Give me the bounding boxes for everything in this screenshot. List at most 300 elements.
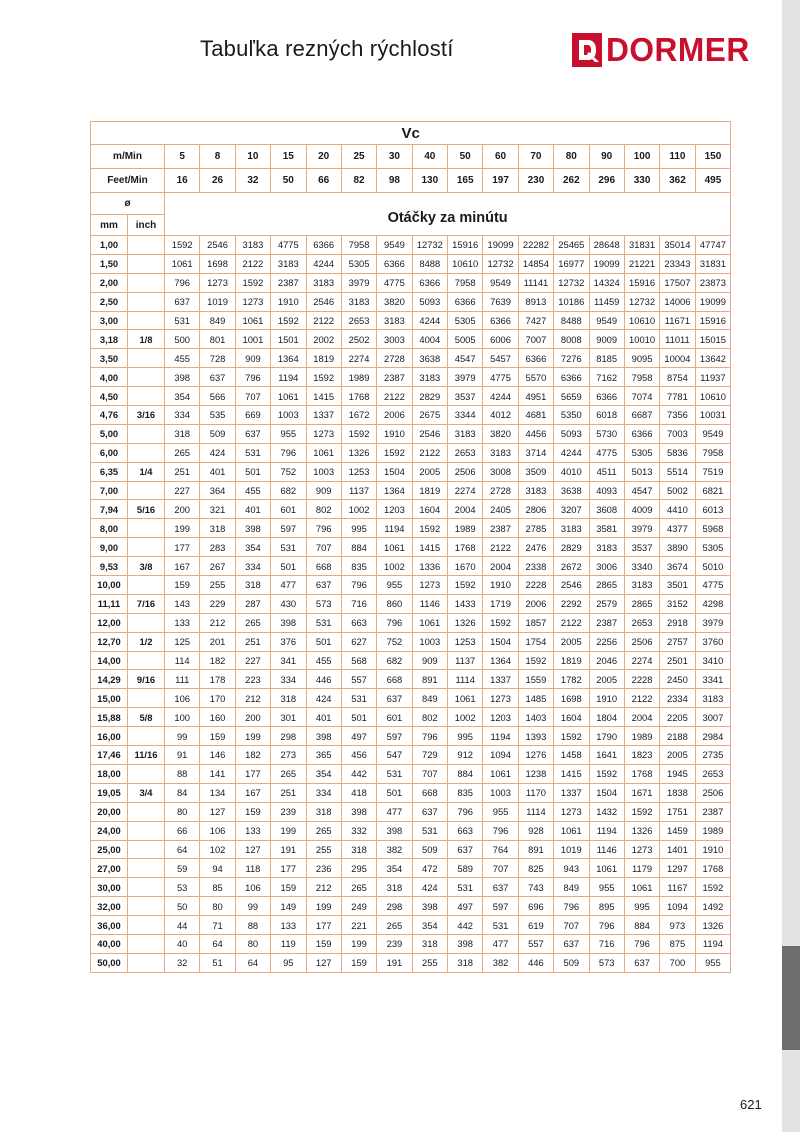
rpm-value: 796 (589, 916, 624, 935)
rpm-value: 177 (235, 764, 270, 783)
rpm-value: 531 (235, 443, 270, 462)
m-min-value: 40 (412, 145, 447, 169)
rpm-value: 501 (306, 632, 341, 651)
rpm-value: 2006 (377, 406, 412, 425)
rpm-value: 4511 (589, 462, 624, 481)
rpm-value: 1273 (554, 802, 589, 821)
rpm-value: 398 (341, 802, 376, 821)
rpm-value: 199 (165, 519, 200, 538)
rpm-value: 1179 (624, 859, 659, 878)
table-row (91, 897, 731, 916)
rpm-value: 668 (377, 670, 412, 689)
rpm-value: 7007 (518, 330, 553, 349)
rpm-value: 796 (483, 821, 518, 840)
rpm-value: 1393 (518, 727, 553, 746)
rpm-value: 1804 (589, 708, 624, 727)
diameter-mm: 8,00 (91, 519, 128, 538)
rpm-value: 589 (448, 859, 483, 878)
diameter-mm: 36,00 (91, 916, 128, 935)
rpm-value: 1592 (448, 576, 483, 595)
rpm-value: 265 (235, 613, 270, 632)
table-row (91, 727, 731, 746)
rpm-value: 3537 (448, 387, 483, 406)
rpm-value: 5659 (554, 387, 589, 406)
rpm-value: 159 (165, 576, 200, 595)
rpm-value: 4547 (448, 349, 483, 368)
rpm-value: 860 (377, 594, 412, 613)
rpm-value: 200 (235, 708, 270, 727)
feet-min-value: 330 (624, 169, 659, 193)
rpm-value: 1592 (377, 443, 412, 462)
rpm-value: 1137 (448, 651, 483, 670)
rpm-value: 2501 (660, 651, 695, 670)
diameter-inch (128, 764, 165, 783)
rpm-value: 382 (377, 840, 412, 859)
rpm-value: 167 (165, 557, 200, 576)
rpm-value: 8754 (660, 368, 695, 387)
diameter-mm: 12,00 (91, 613, 128, 632)
rpm-value: 102 (200, 840, 235, 859)
diameter-mm: 19,05 (91, 783, 128, 802)
diameter-inch (128, 878, 165, 897)
rpm-value: 3820 (377, 292, 412, 311)
rpm-value: 430 (271, 594, 306, 613)
rpm-value: 5010 (695, 557, 731, 576)
rpm-value: 1415 (306, 387, 341, 406)
rpm-value: 2387 (589, 613, 624, 632)
m-min-value: 100 (624, 145, 659, 169)
rpm-value: 64 (200, 934, 235, 953)
rpm-value: 1297 (660, 859, 695, 878)
rpm-value: 127 (235, 840, 270, 859)
rpm-value: 6018 (589, 406, 624, 425)
table-row (91, 802, 731, 821)
rpm-value: 716 (589, 934, 624, 953)
rpm-value: 182 (235, 746, 270, 765)
rpm-value: 3003 (377, 330, 412, 349)
rpm-value: 2228 (518, 576, 553, 595)
mm-column-header: mm (91, 215, 128, 236)
page-title: Tabuľka rezných rýchlostí (200, 36, 454, 61)
rpm-value: 341 (271, 651, 306, 670)
rpm-value: 106 (235, 878, 270, 897)
table-row (91, 859, 731, 878)
rpm-value: 796 (554, 897, 589, 916)
rpm-value: 5002 (660, 481, 695, 500)
feet-min-label: Feet/Min (91, 169, 165, 193)
rpm-value: 31831 (695, 254, 731, 273)
rpm-value: 3183 (377, 311, 412, 330)
rpm-value: 884 (341, 538, 376, 557)
rpm-value: 1415 (412, 538, 447, 557)
rpm-value: 637 (377, 689, 412, 708)
rpm-value: 6366 (306, 236, 341, 255)
rpm-value: 398 (165, 368, 200, 387)
rpm-value: 729 (412, 746, 447, 765)
m-min-label: m/Min (91, 145, 165, 169)
rpm-value: 1604 (554, 708, 589, 727)
feet-min-value: 296 (589, 169, 624, 193)
rpm-value: 6366 (483, 311, 518, 330)
feet-min-value: 82 (341, 169, 376, 193)
rpm-value: 91 (165, 746, 200, 765)
rpm-value: 10610 (695, 387, 731, 406)
rpm-value: 1768 (448, 538, 483, 557)
rpm-value: 4775 (377, 273, 412, 292)
rpm-value: 5570 (518, 368, 553, 387)
rpm-value: 95 (271, 953, 306, 972)
diameter-mm: 6,00 (91, 443, 128, 462)
rpm-value: 955 (695, 953, 731, 972)
rpm-value: 177 (165, 538, 200, 557)
rpm-value: 64 (235, 953, 270, 972)
diameter-inch (128, 916, 165, 935)
rpm-value: 5093 (554, 424, 589, 443)
rpm-value: 1019 (554, 840, 589, 859)
rpm-value: 424 (200, 443, 235, 462)
table-row (91, 708, 731, 727)
rpm-value: 8488 (412, 254, 447, 273)
rpm-value: 1061 (377, 538, 412, 557)
diameter-inch: 5/8 (128, 708, 165, 727)
rpm-value: 955 (377, 576, 412, 595)
rpm-value: 509 (200, 424, 235, 443)
rpm-value: 1989 (624, 727, 659, 746)
rpm-value: 573 (589, 953, 624, 972)
rpm-value: 1238 (518, 764, 553, 783)
rpm-value: 334 (235, 557, 270, 576)
rpm-value: 3979 (341, 273, 376, 292)
table-row (91, 292, 731, 311)
rpm-value: 6821 (695, 481, 731, 500)
rpm-value: 2865 (624, 594, 659, 613)
diameter-inch (128, 538, 165, 557)
rpm-value: 1167 (660, 878, 695, 897)
diameter-mm: 40,00 (91, 934, 128, 953)
rpm-value: 10010 (624, 330, 659, 349)
rpm-value: 114 (165, 651, 200, 670)
rpm-value: 884 (624, 916, 659, 935)
rpm-value: 2653 (448, 443, 483, 462)
rpm-value: 2274 (341, 349, 376, 368)
rpm-value: 125 (165, 632, 200, 651)
diameter-mm: 25,00 (91, 840, 128, 859)
rpm-value: 3638 (412, 349, 447, 368)
rpm-value: 601 (377, 708, 412, 727)
rpm-value: 2579 (589, 594, 624, 613)
rpm-value: 2672 (554, 557, 589, 576)
rpm-value: 477 (483, 934, 518, 953)
m-min-value: 25 (341, 145, 376, 169)
rpm-value: 1592 (341, 424, 376, 443)
rpm-value: 4951 (518, 387, 553, 406)
diameter-inch: 11/16 (128, 746, 165, 765)
rpm-value: 637 (306, 576, 341, 595)
rpm-value: 1194 (377, 519, 412, 538)
table-row (91, 651, 731, 670)
rpm-value: 2004 (448, 500, 483, 519)
rpm-value: 1592 (624, 802, 659, 821)
rpm-value: 398 (377, 821, 412, 840)
rpm-value: 1945 (660, 764, 695, 783)
rpm-value: 19099 (483, 236, 518, 255)
rpm-value: 2274 (624, 651, 659, 670)
rpm-value: 2785 (518, 519, 553, 538)
rpm-value: 1253 (341, 462, 376, 481)
rpm-value: 401 (235, 500, 270, 519)
rpm-value: 3344 (448, 406, 483, 425)
table-row (91, 689, 731, 708)
rpm-value: 1754 (518, 632, 553, 651)
rpm-value: 1273 (624, 840, 659, 859)
rpm-value: 159 (306, 934, 341, 953)
rpm-value: 143 (165, 594, 200, 613)
rpm-value: 835 (341, 557, 376, 576)
rpm-value: 4244 (412, 311, 447, 330)
feet-min-value: 230 (518, 169, 553, 193)
rpm-value: 3183 (695, 689, 731, 708)
rpm-value: 3183 (483, 443, 518, 462)
rpm-value: 568 (341, 651, 376, 670)
rpm-value: 501 (235, 462, 270, 481)
rpm-value: 2334 (660, 689, 695, 708)
rpm-value: 255 (306, 840, 341, 859)
rpm-value: 707 (554, 916, 589, 935)
rpm-value: 2865 (589, 576, 624, 595)
vc-header-row (91, 122, 731, 145)
rpm-value: 4004 (412, 330, 447, 349)
table-row (91, 821, 731, 840)
rpm-value: 1194 (483, 727, 518, 746)
rpm-value: 796 (235, 368, 270, 387)
rpm-value: 455 (165, 349, 200, 368)
rpm-value: 442 (341, 764, 376, 783)
rpm-value: 2274 (448, 481, 483, 500)
rpm-value: 424 (306, 689, 341, 708)
rpm-value: 44 (165, 916, 200, 935)
diameter-mm: 18,00 (91, 764, 128, 783)
rpm-value: 3183 (624, 576, 659, 595)
rpm-value: 318 (448, 953, 483, 972)
rpm-value: 535 (200, 406, 235, 425)
rpm-value: 1061 (412, 613, 447, 632)
rpm-value: 619 (518, 916, 553, 935)
diameter-inch (128, 519, 165, 538)
rpm-value: 597 (377, 727, 412, 746)
rpm-value: 796 (306, 519, 341, 538)
rpm-value: 11937 (695, 368, 731, 387)
rpm-value: 566 (200, 387, 235, 406)
rpm-value: 1203 (377, 500, 412, 519)
rpm-value: 334 (271, 670, 306, 689)
rpm-value: 1559 (518, 670, 553, 689)
table-row (91, 443, 731, 462)
rpm-value: 1326 (341, 443, 376, 462)
table-row (91, 368, 731, 387)
feet-min-value: 32 (235, 169, 270, 193)
rpm-value: 4775 (695, 576, 731, 595)
rpm-value: 1768 (695, 859, 731, 878)
table-row (91, 632, 731, 651)
rpm-value: 64 (165, 840, 200, 859)
rpm-value: 2228 (624, 670, 659, 689)
rpm-value: 7276 (554, 349, 589, 368)
rpm-value: 891 (412, 670, 447, 689)
rpm-value: 354 (235, 538, 270, 557)
rpm-value: 557 (341, 670, 376, 689)
rpm-value: 1002 (341, 500, 376, 519)
rpm-value: 1768 (624, 764, 659, 783)
rpm-value: 912 (448, 746, 483, 765)
diameter-inch (128, 424, 165, 443)
rpm-value: 801 (200, 330, 235, 349)
rpm-value: 273 (271, 746, 306, 765)
rpm-value: 668 (412, 783, 447, 802)
rpm-value: 15916 (624, 273, 659, 292)
diameter-inch (128, 236, 165, 255)
rpm-value: 3979 (448, 368, 483, 387)
diameter-mm: 14,00 (91, 651, 128, 670)
rpm-value: 955 (271, 424, 306, 443)
rpm-value: 6013 (695, 500, 731, 519)
m-min-value: 8 (200, 145, 235, 169)
rpm-value: 141 (200, 764, 235, 783)
table-row (91, 557, 731, 576)
rpm-header: Otáčky za minútu (165, 193, 731, 236)
rpm-value: 3183 (341, 292, 376, 311)
rpm-value: 796 (412, 727, 447, 746)
rpm-value: 10186 (554, 292, 589, 311)
rpm-value: 501 (271, 557, 306, 576)
rpm-value: 106 (165, 689, 200, 708)
rpm-value: 2005 (660, 746, 695, 765)
rpm-value: 4775 (483, 368, 518, 387)
rpm-value: 177 (271, 859, 306, 878)
rpm-value: 2002 (306, 330, 341, 349)
rpm-value: 239 (377, 934, 412, 953)
rpm-value: 995 (341, 519, 376, 538)
rpm-value: 2653 (624, 613, 659, 632)
rpm-value: 5968 (695, 519, 731, 538)
rpm-value: 1019 (200, 292, 235, 311)
rpm-value: 597 (483, 897, 518, 916)
rpm-value: 2476 (518, 538, 553, 557)
page-number: 621 (740, 1097, 762, 1112)
rpm-value: 265 (341, 878, 376, 897)
rpm-value: 3608 (589, 500, 624, 519)
rpm-value: 127 (200, 802, 235, 821)
rpm-value: 14324 (589, 273, 624, 292)
rpm-value: 4244 (483, 387, 518, 406)
rpm-value: 6366 (589, 387, 624, 406)
rpm-value: 6006 (483, 330, 518, 349)
rpm-value: 3183 (448, 424, 483, 443)
rpm-value: 3509 (518, 462, 553, 481)
table-row (91, 878, 731, 897)
rpm-value: 2205 (660, 708, 695, 727)
rpm-value: 531 (377, 764, 412, 783)
rpm-value: 2387 (483, 519, 518, 538)
rpm-value: 5514 (660, 462, 695, 481)
rpm-value: 182 (200, 651, 235, 670)
feet-min-value: 262 (554, 169, 589, 193)
rpm-value: 796 (271, 443, 306, 462)
rpm-value: 637 (624, 953, 659, 972)
rpm-value: 2122 (412, 443, 447, 462)
rpm-value: 295 (341, 859, 376, 878)
rpm-value: 40 (165, 934, 200, 953)
m-min-value: 50 (448, 145, 483, 169)
rpm-value: 5350 (554, 406, 589, 425)
rpm-value: 201 (200, 632, 235, 651)
rpm-value: 477 (271, 576, 306, 595)
diameter-mm: 11,11 (91, 594, 128, 613)
rpm-value: 1326 (624, 821, 659, 840)
rpm-value: 146 (200, 746, 235, 765)
rpm-value: 1819 (554, 651, 589, 670)
rpm-value: 177 (306, 916, 341, 935)
rpm-value: 1170 (518, 783, 553, 802)
rpm-value: 170 (200, 689, 235, 708)
rpm-value: 500 (165, 330, 200, 349)
rpm-value: 3183 (589, 538, 624, 557)
rpm-value: 4775 (589, 443, 624, 462)
rpm-value: 682 (271, 481, 306, 500)
rpm-value: 1003 (483, 783, 518, 802)
rpm-value: 7356 (660, 406, 695, 425)
rpm-value: 7958 (624, 368, 659, 387)
diameter-mm: 4,76 (91, 406, 128, 425)
rpm-value: 9009 (589, 330, 624, 349)
rpm-value: 2984 (695, 727, 731, 746)
rpm-value: 509 (412, 840, 447, 859)
brand-logo (572, 33, 756, 67)
rpm-value: 1094 (660, 897, 695, 916)
rpm-value: 531 (448, 878, 483, 897)
rpm-value: 88 (165, 764, 200, 783)
rpm-value: 11459 (589, 292, 624, 311)
table-row (91, 519, 731, 538)
rpm-value: 3340 (624, 557, 659, 576)
table-row (91, 481, 731, 500)
rpm-value: 531 (306, 613, 341, 632)
rpm-value: 3979 (624, 519, 659, 538)
diameter-mm: 4,50 (91, 387, 128, 406)
diameter-inch (128, 613, 165, 632)
diameter-symbol: ø (91, 193, 165, 215)
rpm-value: 4377 (660, 519, 695, 538)
rpm-value: 2829 (554, 538, 589, 557)
section-tab (782, 946, 800, 1050)
rpm-value: 32 (165, 953, 200, 972)
rpm-value: 88 (235, 916, 270, 935)
rpm-value: 1671 (624, 783, 659, 802)
rpm-value: 1989 (448, 519, 483, 538)
diameter-mm: 2,50 (91, 292, 128, 311)
rpm-value: 707 (483, 859, 518, 878)
rpm-value: 1146 (412, 594, 447, 613)
rpm-value: 501 (341, 708, 376, 727)
rpm-value: 1458 (554, 746, 589, 765)
diameter-mm: 15,88 (91, 708, 128, 727)
rpm-value: 8488 (554, 311, 589, 330)
rpm-value: 3820 (483, 424, 518, 443)
rpm-value: 12732 (554, 273, 589, 292)
rpm-value: 597 (271, 519, 306, 538)
rpm-value: 2122 (377, 387, 412, 406)
rpm-value: 1492 (695, 897, 731, 916)
rpm-value: 4298 (695, 594, 731, 613)
